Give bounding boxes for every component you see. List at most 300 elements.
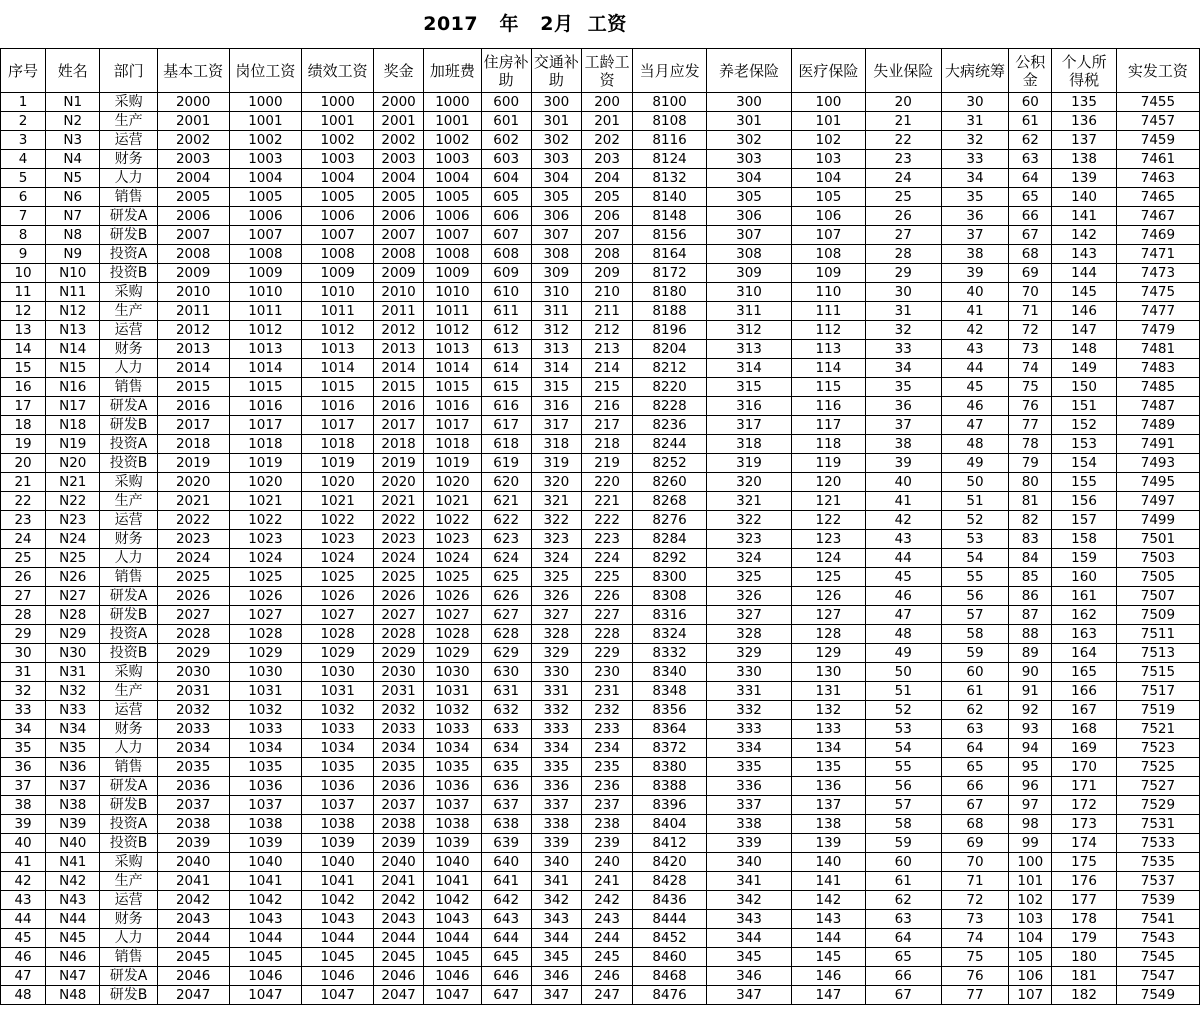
table-cell: 1027 bbox=[229, 606, 302, 625]
table-cell: 2044 bbox=[373, 929, 423, 948]
table-cell: 148 bbox=[1052, 340, 1117, 359]
table-cell: 94 bbox=[1009, 739, 1052, 758]
table-cell: 36 bbox=[1, 758, 46, 777]
table-cell: 31 bbox=[1, 663, 46, 682]
table-cell: 8300 bbox=[633, 568, 707, 587]
table-cell: 2023 bbox=[373, 530, 423, 549]
table-cell: 1023 bbox=[424, 530, 481, 549]
table-cell: 2034 bbox=[157, 739, 229, 758]
table-cell: 78 bbox=[1009, 435, 1052, 454]
table-cell: 38 bbox=[1, 796, 46, 815]
table-cell: 8372 bbox=[633, 739, 707, 758]
table-row bbox=[1, 378, 1200, 397]
table-cell: N41 bbox=[46, 853, 100, 872]
table-cell: 1026 bbox=[229, 587, 302, 606]
table-cell: 1018 bbox=[229, 435, 302, 454]
table-cell: 1028 bbox=[302, 625, 374, 644]
table-cell: 12 bbox=[1, 302, 46, 321]
table-cell: 51 bbox=[941, 492, 1009, 511]
table-cell: 54 bbox=[865, 739, 941, 758]
table-cell: 7463 bbox=[1116, 169, 1199, 188]
table-cell: 1031 bbox=[302, 682, 374, 701]
table-cell: N3 bbox=[46, 131, 100, 150]
table-cell: 运营 bbox=[100, 511, 157, 530]
table-cell: 154 bbox=[1052, 454, 1117, 473]
table-cell: 8292 bbox=[633, 549, 707, 568]
table-row bbox=[1, 93, 1200, 112]
table-cell: 174 bbox=[1052, 834, 1117, 853]
table-cell: 167 bbox=[1052, 701, 1117, 720]
table-cell: 30 bbox=[865, 283, 941, 302]
table-cell: 20 bbox=[865, 93, 941, 112]
table-cell: 8188 bbox=[633, 302, 707, 321]
table-cell: 2009 bbox=[157, 264, 229, 283]
table-cell: 618 bbox=[481, 435, 531, 454]
table-cell: 324 bbox=[706, 549, 791, 568]
table-cell: 运营 bbox=[100, 131, 157, 150]
column-header: 公积金 bbox=[1009, 49, 1052, 93]
table-cell: 70 bbox=[1009, 283, 1052, 302]
table-cell: 117 bbox=[792, 416, 866, 435]
table-cell: 123 bbox=[792, 530, 866, 549]
table-cell: 627 bbox=[481, 606, 531, 625]
table-cell: 2003 bbox=[373, 150, 423, 169]
table-cell: 300 bbox=[531, 93, 581, 112]
table-cell: 106 bbox=[792, 207, 866, 226]
table-cell: 176 bbox=[1052, 872, 1117, 891]
table-cell: 1001 bbox=[424, 112, 481, 131]
table-cell: 1024 bbox=[424, 549, 481, 568]
table-cell: 7467 bbox=[1116, 207, 1199, 226]
table-cell: 采购 bbox=[100, 663, 157, 682]
table-cell: 105 bbox=[1009, 948, 1052, 967]
table-row bbox=[1, 530, 1200, 549]
table-cell: 1019 bbox=[424, 454, 481, 473]
table-cell: 8452 bbox=[633, 929, 707, 948]
table-cell: 153 bbox=[1052, 435, 1117, 454]
table-cell: 人力 bbox=[100, 929, 157, 948]
table-cell: 608 bbox=[481, 245, 531, 264]
table-cell: 646 bbox=[481, 967, 531, 986]
table-cell: 43 bbox=[941, 340, 1009, 359]
table-cell: 1007 bbox=[229, 226, 302, 245]
table-cell: 53 bbox=[941, 530, 1009, 549]
table-cell: 247 bbox=[581, 986, 632, 1005]
table-cell: 150 bbox=[1052, 378, 1117, 397]
table-cell: 341 bbox=[531, 872, 581, 891]
table-cell: 66 bbox=[1009, 207, 1052, 226]
table-cell: 235 bbox=[581, 758, 632, 777]
table-cell: N20 bbox=[46, 454, 100, 473]
table-cell: 3 bbox=[1, 131, 46, 150]
table-cell: 2005 bbox=[373, 188, 423, 207]
table-cell: 8140 bbox=[633, 188, 707, 207]
table-cell: 74 bbox=[941, 929, 1009, 948]
table-cell: 346 bbox=[531, 967, 581, 986]
table-cell: 338 bbox=[706, 815, 791, 834]
table-cell: 152 bbox=[1052, 416, 1117, 435]
table-cell: 2041 bbox=[157, 872, 229, 891]
table-cell: 19 bbox=[1, 435, 46, 454]
table-cell: 1046 bbox=[424, 967, 481, 986]
table-cell: 211 bbox=[581, 302, 632, 321]
table-cell: 601 bbox=[481, 112, 531, 131]
table-cell: 38 bbox=[865, 435, 941, 454]
table-cell: 42 bbox=[941, 321, 1009, 340]
table-row bbox=[1, 549, 1200, 568]
table-cell: 7485 bbox=[1116, 378, 1199, 397]
table-cell: 325 bbox=[706, 568, 791, 587]
table-cell: 315 bbox=[531, 378, 581, 397]
table-cell: 1024 bbox=[229, 549, 302, 568]
table-cell: 1043 bbox=[424, 910, 481, 929]
table-cell: 1003 bbox=[229, 150, 302, 169]
table-cell: 1045 bbox=[229, 948, 302, 967]
table-cell: 48 bbox=[865, 625, 941, 644]
table-row bbox=[1, 207, 1200, 226]
table-cell: 64 bbox=[1009, 169, 1052, 188]
table-cell: 7523 bbox=[1116, 739, 1199, 758]
table-cell: 1036 bbox=[229, 777, 302, 796]
table-cell: 2033 bbox=[157, 720, 229, 739]
table-cell: 2021 bbox=[157, 492, 229, 511]
table-cell: 1009 bbox=[229, 264, 302, 283]
table-cell: 8260 bbox=[633, 473, 707, 492]
table-cell: 69 bbox=[1009, 264, 1052, 283]
table-cell: 1022 bbox=[424, 511, 481, 530]
table-cell: 7471 bbox=[1116, 245, 1199, 264]
table-cell: N11 bbox=[46, 283, 100, 302]
table-cell: 100 bbox=[792, 93, 866, 112]
table-cell: 75 bbox=[941, 948, 1009, 967]
table-cell: 8388 bbox=[633, 777, 707, 796]
table-cell: 1009 bbox=[424, 264, 481, 283]
table-cell: 107 bbox=[1009, 986, 1052, 1005]
table-cell: 25 bbox=[1, 549, 46, 568]
table-cell: 169 bbox=[1052, 739, 1117, 758]
table-cell: 1000 bbox=[229, 93, 302, 112]
table-cell: 617 bbox=[481, 416, 531, 435]
table-cell: 321 bbox=[531, 492, 581, 511]
table-cell: 308 bbox=[531, 245, 581, 264]
table-cell: 208 bbox=[581, 245, 632, 264]
table-cell: 45 bbox=[1, 929, 46, 948]
table-cell: 37 bbox=[941, 226, 1009, 245]
table-cell: 342 bbox=[531, 891, 581, 910]
table-cell: 2036 bbox=[373, 777, 423, 796]
table-cell: N39 bbox=[46, 815, 100, 834]
table-cell: N37 bbox=[46, 777, 100, 796]
table-cell: 销售 bbox=[100, 568, 157, 587]
table-cell: 8100 bbox=[633, 93, 707, 112]
table-row bbox=[1, 777, 1200, 796]
table-cell: 307 bbox=[531, 226, 581, 245]
table-cell: 36 bbox=[865, 397, 941, 416]
column-header: 住房补助 bbox=[481, 49, 531, 93]
table-cell: N5 bbox=[46, 169, 100, 188]
table-cell: 137 bbox=[1052, 131, 1117, 150]
table-cell: 322 bbox=[706, 511, 791, 530]
table-cell: 136 bbox=[1052, 112, 1117, 131]
table-cell: 2014 bbox=[373, 359, 423, 378]
table-cell: 1022 bbox=[302, 511, 374, 530]
table-cell: 73 bbox=[941, 910, 1009, 929]
table-cell: 329 bbox=[706, 644, 791, 663]
table-cell: 2001 bbox=[373, 112, 423, 131]
table-cell: 103 bbox=[1009, 910, 1052, 929]
table-cell: 8268 bbox=[633, 492, 707, 511]
table-cell: 147 bbox=[792, 986, 866, 1005]
table-cell: 2002 bbox=[157, 131, 229, 150]
table-cell: 财务 bbox=[100, 720, 157, 739]
table-cell: 58 bbox=[941, 625, 1009, 644]
table-cell: 116 bbox=[792, 397, 866, 416]
table-cell: 1033 bbox=[229, 720, 302, 739]
table-cell: 人力 bbox=[100, 549, 157, 568]
table-cell: 101 bbox=[792, 112, 866, 131]
table-row bbox=[1, 112, 1200, 131]
table-cell: 2046 bbox=[157, 967, 229, 986]
table-cell: 1030 bbox=[424, 663, 481, 682]
table-cell: 44 bbox=[941, 359, 1009, 378]
table-cell: 41 bbox=[865, 492, 941, 511]
table-row bbox=[1, 397, 1200, 416]
table-cell: 645 bbox=[481, 948, 531, 967]
table-cell: 2010 bbox=[373, 283, 423, 302]
table-cell: 7473 bbox=[1116, 264, 1199, 283]
table-cell: 7459 bbox=[1116, 131, 1199, 150]
table-cell: 633 bbox=[481, 720, 531, 739]
table-cell: 320 bbox=[706, 473, 791, 492]
table-cell: 8276 bbox=[633, 511, 707, 530]
table-cell: 205 bbox=[581, 188, 632, 207]
table-cell: 339 bbox=[531, 834, 581, 853]
table-cell: N48 bbox=[46, 986, 100, 1005]
table-cell: 151 bbox=[1052, 397, 1117, 416]
table-cell: 32 bbox=[1, 682, 46, 701]
table-cell: 1021 bbox=[302, 492, 374, 511]
table-cell: 109 bbox=[792, 264, 866, 283]
table-cell: 1037 bbox=[424, 796, 481, 815]
table-cell: 1026 bbox=[302, 587, 374, 606]
table-row bbox=[1, 226, 1200, 245]
table-cell: 225 bbox=[581, 568, 632, 587]
table-cell: 8420 bbox=[633, 853, 707, 872]
table-cell: 1015 bbox=[424, 378, 481, 397]
table-cell: 80 bbox=[1009, 473, 1052, 492]
table-cell: 1043 bbox=[229, 910, 302, 929]
table-cell: 52 bbox=[941, 511, 1009, 530]
table-cell: 158 bbox=[1052, 530, 1117, 549]
table-cell: 1046 bbox=[229, 967, 302, 986]
table-row bbox=[1, 967, 1200, 986]
table-cell: 1014 bbox=[424, 359, 481, 378]
table-cell: 8380 bbox=[633, 758, 707, 777]
table-cell: 138 bbox=[792, 815, 866, 834]
table-cell: 1020 bbox=[302, 473, 374, 492]
table-cell: 309 bbox=[706, 264, 791, 283]
table-cell: 319 bbox=[531, 454, 581, 473]
table-cell: 7517 bbox=[1116, 682, 1199, 701]
table-cell: 2000 bbox=[157, 93, 229, 112]
table-cell: N24 bbox=[46, 530, 100, 549]
table-cell: 23 bbox=[1, 511, 46, 530]
table-cell: 75 bbox=[1009, 378, 1052, 397]
table-cell: N34 bbox=[46, 720, 100, 739]
table-cell: 16 bbox=[1, 378, 46, 397]
table-cell: 130 bbox=[792, 663, 866, 682]
table-row bbox=[1, 796, 1200, 815]
table-row bbox=[1, 853, 1200, 872]
table-cell: 344 bbox=[531, 929, 581, 948]
table-cell: 141 bbox=[792, 872, 866, 891]
table-cell: 1019 bbox=[229, 454, 302, 473]
table-cell: 34 bbox=[865, 359, 941, 378]
table-cell: 8476 bbox=[633, 986, 707, 1005]
table-cell: 67 bbox=[941, 796, 1009, 815]
table-cell: 93 bbox=[1009, 720, 1052, 739]
table-cell: 308 bbox=[706, 245, 791, 264]
table-cell: N15 bbox=[46, 359, 100, 378]
table-cell: 642 bbox=[481, 891, 531, 910]
table-cell: 146 bbox=[792, 967, 866, 986]
table-cell: 632 bbox=[481, 701, 531, 720]
table-cell: N44 bbox=[46, 910, 100, 929]
table-cell: N19 bbox=[46, 435, 100, 454]
table-cell: 2034 bbox=[373, 739, 423, 758]
table-cell: 1037 bbox=[302, 796, 374, 815]
table-cell: 1041 bbox=[229, 872, 302, 891]
column-header: 奖金 bbox=[373, 49, 423, 93]
table-cell: 43 bbox=[1, 891, 46, 910]
table-cell: 641 bbox=[481, 872, 531, 891]
table-cell: 1033 bbox=[424, 720, 481, 739]
table-cell: 129 bbox=[792, 644, 866, 663]
table-cell: 7487 bbox=[1116, 397, 1199, 416]
table-cell: 607 bbox=[481, 226, 531, 245]
table-cell: 1 bbox=[1, 93, 46, 112]
table-cell: 财务 bbox=[100, 910, 157, 929]
table-cell: 1011 bbox=[424, 302, 481, 321]
table-cell: 216 bbox=[581, 397, 632, 416]
table-cell: 1008 bbox=[229, 245, 302, 264]
table-cell: 运营 bbox=[100, 891, 157, 910]
table-cell: 612 bbox=[481, 321, 531, 340]
table-cell: 244 bbox=[581, 929, 632, 948]
table-cell: 8172 bbox=[633, 264, 707, 283]
table-cell: 投资A bbox=[100, 625, 157, 644]
table-cell: 45 bbox=[941, 378, 1009, 397]
table-cell: 334 bbox=[531, 739, 581, 758]
table-cell: 342 bbox=[706, 891, 791, 910]
table-cell: N21 bbox=[46, 473, 100, 492]
table-cell: 1020 bbox=[229, 473, 302, 492]
table-cell: 1037 bbox=[229, 796, 302, 815]
table-cell: 投资B bbox=[100, 264, 157, 283]
table-cell: 8236 bbox=[633, 416, 707, 435]
table-cell: 301 bbox=[706, 112, 791, 131]
table-cell: 113 bbox=[792, 340, 866, 359]
table-cell: 620 bbox=[481, 473, 531, 492]
table-cell: 219 bbox=[581, 454, 632, 473]
table-cell: 1013 bbox=[424, 340, 481, 359]
table-cell: 13 bbox=[1, 321, 46, 340]
table-cell: 1016 bbox=[424, 397, 481, 416]
table-cell: 7549 bbox=[1116, 986, 1199, 1005]
table-cell: 73 bbox=[1009, 340, 1052, 359]
table-cell: 48 bbox=[941, 435, 1009, 454]
table-cell: 2029 bbox=[157, 644, 229, 663]
table-cell: 39 bbox=[865, 454, 941, 473]
table-cell: 8356 bbox=[633, 701, 707, 720]
table-cell: 1003 bbox=[424, 150, 481, 169]
table-cell: 1027 bbox=[424, 606, 481, 625]
column-header: 实发工资 bbox=[1116, 49, 1199, 93]
table-cell: 7507 bbox=[1116, 587, 1199, 606]
table-cell: 47 bbox=[941, 416, 1009, 435]
table-cell: 314 bbox=[531, 359, 581, 378]
table-cell: 321 bbox=[706, 492, 791, 511]
table-cell: 2035 bbox=[157, 758, 229, 777]
table-cell: 1006 bbox=[424, 207, 481, 226]
table-cell: 611 bbox=[481, 302, 531, 321]
table-cell: 研发B bbox=[100, 226, 157, 245]
table-cell: 48 bbox=[1, 986, 46, 1005]
table-cell: 1034 bbox=[424, 739, 481, 758]
table-cell: 143 bbox=[792, 910, 866, 929]
table-cell: 311 bbox=[706, 302, 791, 321]
table-cell: 20 bbox=[1, 454, 46, 473]
table-cell: 7529 bbox=[1116, 796, 1199, 815]
table-cell: 621 bbox=[481, 492, 531, 511]
table-cell: 239 bbox=[581, 834, 632, 853]
table-cell: 1017 bbox=[229, 416, 302, 435]
table-cell: 9 bbox=[1, 245, 46, 264]
table-cell: 7495 bbox=[1116, 473, 1199, 492]
table-cell: 122 bbox=[792, 511, 866, 530]
table-cell: 7469 bbox=[1116, 226, 1199, 245]
table-cell: 生产 bbox=[100, 872, 157, 891]
table-cell: 7545 bbox=[1116, 948, 1199, 967]
table-cell: 616 bbox=[481, 397, 531, 416]
table-cell: 331 bbox=[706, 682, 791, 701]
table-cell: 49 bbox=[865, 644, 941, 663]
table-cell: 8444 bbox=[633, 910, 707, 929]
table-cell: 42 bbox=[865, 511, 941, 530]
table-cell: 2032 bbox=[157, 701, 229, 720]
table-cell: 333 bbox=[531, 720, 581, 739]
table-cell: 1032 bbox=[424, 701, 481, 720]
table-cell: 222 bbox=[581, 511, 632, 530]
table-cell: 6 bbox=[1, 188, 46, 207]
table-cell: 1023 bbox=[302, 530, 374, 549]
table-cell: 7509 bbox=[1116, 606, 1199, 625]
table-row bbox=[1, 245, 1200, 264]
table-cell: 124 bbox=[792, 549, 866, 568]
table-cell: 72 bbox=[941, 891, 1009, 910]
table-cell: 1004 bbox=[229, 169, 302, 188]
table-cell: 1016 bbox=[229, 397, 302, 416]
table-cell: 67 bbox=[1009, 226, 1052, 245]
table-cell: 175 bbox=[1052, 853, 1117, 872]
table-cell: 1005 bbox=[302, 188, 374, 207]
table-cell: 635 bbox=[481, 758, 531, 777]
table-cell: 112 bbox=[792, 321, 866, 340]
table-cell: 142 bbox=[1052, 226, 1117, 245]
table-cell: 1047 bbox=[229, 986, 302, 1005]
table-cell: 347 bbox=[531, 986, 581, 1005]
table-cell: 625 bbox=[481, 568, 531, 587]
